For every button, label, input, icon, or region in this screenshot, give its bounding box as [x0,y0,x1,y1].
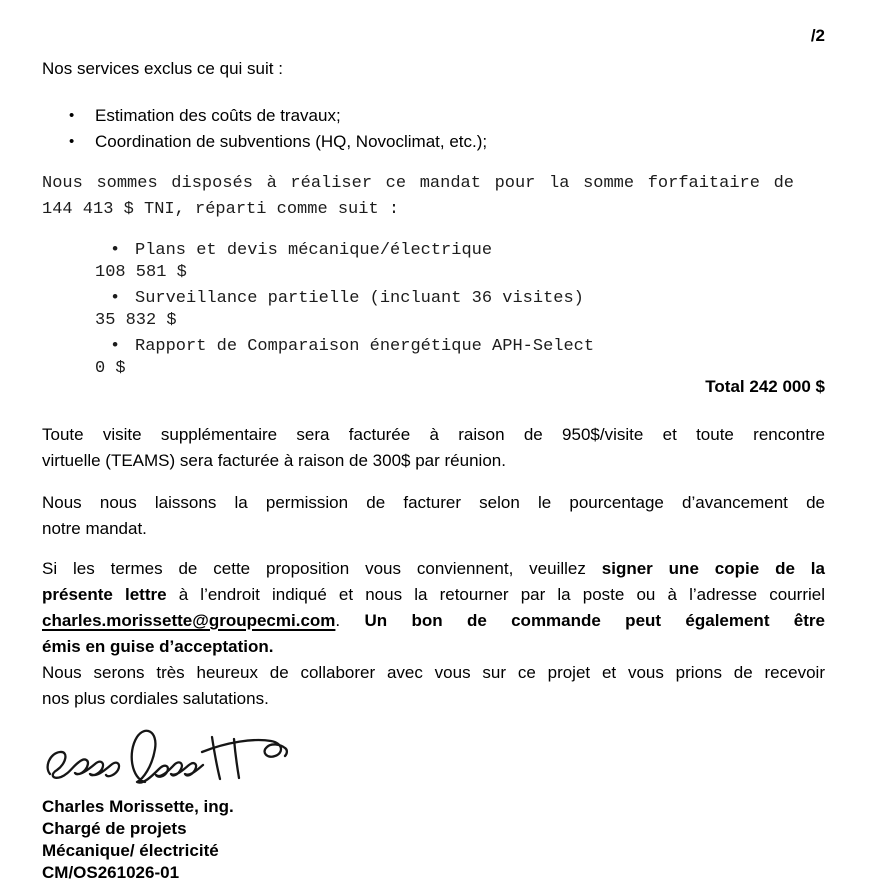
signatory-reference: CM/OS261026-01 [42,863,180,882]
fee-label-text: Surveillance partielle (incluant 36 visites) [135,289,584,308]
section-heading: Nos services exclus ce qui suit : [42,59,283,78]
fee-label-text: Plans et devis mécanique/électrique [135,241,493,260]
fee-label [42,288,825,310]
fee-label-text: Rapport de Comparaison énergétique APH-Select [135,337,595,356]
mandate-intro-line1: Nous sommes disposés à réaliser ce mandat pour la somme forfaitaire de [42,174,794,193]
list-item [42,103,825,129]
list-item [42,129,825,155]
text-line [42,556,825,582]
text-segment-bold: présente lettre [42,585,167,604]
exclusions-list [42,103,825,155]
text-line: Toute visite supplémentaire sera facturée à raison de 950$/visite et toute rencontre [42,425,825,444]
fee-label [42,336,825,358]
mandate-intro-line2: 144 413 $ TNI, réparti comme suit : [42,200,400,219]
text-line: virtuelle (TEAMS) sera facturée à raison de 300$ par réunion. [42,451,506,470]
bullet-icon: • [110,289,121,308]
bullet-icon: • [110,337,121,356]
text-segment: Si les termes de cette proposition vous conviennent, veuillez [42,559,602,578]
text-line: Nous nous laissons la permission de facturer selon le pourcentage d’avancement de [42,493,825,512]
signature-image [42,726,825,792]
text-segment-bold: Un bon de commande peut également être [364,611,825,630]
signatory-name: Charles Morissette, ing. [42,797,234,816]
fee-amount: 108 581 $ [95,263,187,282]
paragraph-progress [42,490,825,542]
fee-list [42,240,825,380]
bullet-icon: • [110,241,121,260]
text-line: notre mandat. [42,519,147,538]
fee-label [42,240,825,262]
fee-amount: 0 $ [95,359,126,378]
text-segment: à l’endroit indiqué et nous la retourner par la poste ou à l’adresse courriel [166,585,825,604]
text-line: émis en guise d’acceptation. [42,637,274,656]
text-line: nos plus cordiales salutations. [42,689,269,708]
bullet-icon: • [69,107,75,124]
paragraph-closing [42,660,825,712]
text-segment: . [335,611,365,630]
mandate-intro [42,171,825,223]
page-number: /2 [810,26,825,45]
fee-item [42,288,825,332]
text-line: Nous serons très heureux de collaborer avec vous sur ce projet et vous prions de recevoir [42,663,825,682]
bullet-icon: • [69,133,75,150]
fee-amount: 35 832 $ [95,311,177,330]
signatory-title: Chargé de projets [42,819,187,838]
paragraph-acceptance [42,556,825,660]
signatory-block [42,796,825,884]
total-line: Total 242 000 $ [705,377,825,396]
exclusion-text: Coordination de subventions (HQ, Novoclimat, etc.); [95,132,488,151]
signature-scribble [42,726,294,792]
text-line [42,608,825,634]
email-link[interactable]: charles.morissette@groupecmi.com [42,611,336,630]
signatory-department: Mécanique/ électricité [42,841,219,860]
exclusion-text: Estimation des coûts de travaux; [95,106,341,125]
text-line [42,582,825,608]
fee-item [42,240,825,284]
text-segment-bold: signer une copie de la [601,559,825,578]
paragraph-billing [42,422,825,474]
